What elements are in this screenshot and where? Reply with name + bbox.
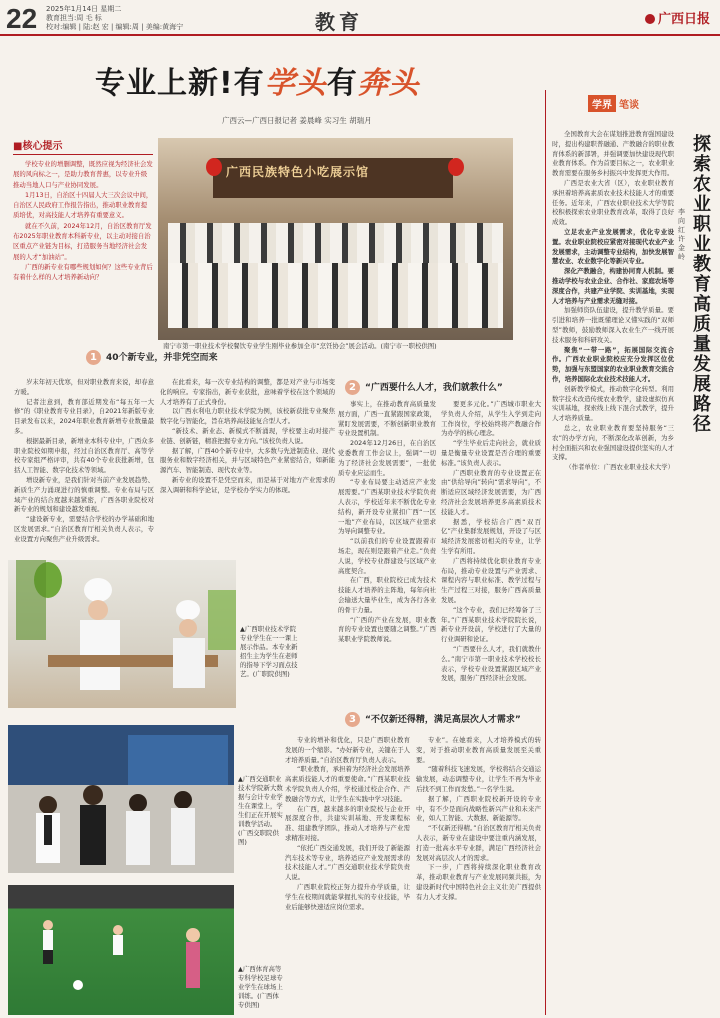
paragraph: 广西将持续优化职业教育专业布局，推动专业设置与产业需求、课程内容与职业标准、教学过程与生产过程三对接，服务广西高质量发展。 — [441, 556, 541, 604]
meta-line: 2025年1月14日 星期二 — [46, 5, 122, 13]
key-tips-paragraph: 广西的新专业有哪些规划如何？这些专业背后有着什么样的人才培养新动向？ — [13, 262, 153, 282]
football-photo-caption: ▲广西体育高等专科学校足球专业学生在球场上训练。(广西体专供图) — [238, 965, 283, 1009]
classroom-photo-caption: ▲广西交通职业技术学院新大数据与会计专业学生在课堂上，学生们正在开展实训教学活动。(广西交职院供图) — [238, 775, 283, 846]
opinion-author: 李向红 许金岭 — [678, 208, 685, 261]
section-number: 2 — [345, 380, 360, 395]
paragraph: 据了解，广西40个新专业中，大多数与先进制造业、现代服务业和数字经济相关，并与区域特色产业紧密结合，如新能源汽车、智能制造、现代农业等。 — [160, 446, 335, 475]
paragraph: “新技术、新业态、新模式不断涌现，学校要主动对接产业链、创新链，精准把握专业方向。”该校负责人说。 — [160, 426, 335, 445]
paragraph: “随着科技飞速发展，学校将结合交通运输发展，动态调整专业，让学生不再为毕业后找不到工作而发愁。”一名学生说。 — [416, 765, 541, 793]
opinion-title: 探索农业职业教育高质量发展路径 — [693, 134, 711, 435]
paragraph: “不仅新还得精。”自治区教育厅相关负责人表示，新专业在建设中要注重内涵发展，打造一批高水平专业群，满足广西经济社会发展对高层次人才的需求。 — [416, 824, 541, 862]
opinion-badge: 学界 — [588, 95, 616, 112]
paragraph: “学生毕业后走向社会，就业质量是衡量专业设置是否合理的重要标准。”该负责人表示。 — [441, 439, 541, 467]
byline: 广西云—广西日报记者 姜晨峰 实习生 胡瑞月 — [222, 116, 372, 125]
section2-heading — [345, 380, 503, 395]
brand-logo-icon — [645, 14, 655, 24]
paragraph: 2024年12月26日，在自治区党委教育工作会议上，强调“一切为了经济社会发展需要”，一批优质专业应运而生。 — [338, 439, 436, 477]
main-photo-caption: 南宁市第一职业技术学校餐饮专业学生刚毕业参加全市“烹饪协会”展会活动。(南宁市一职校供图) — [163, 342, 437, 350]
paragraph: 加强师资队伍建设，提升教学质量。要引进和培养一批既懂理论又懂实践的“双师型”教师，鼓励教师深入农业生产一线开展技术服务和科研攻关。 — [552, 306, 674, 344]
section1-column-1 — [14, 378, 154, 568]
meta-line: 教育担当:周 毛 标 — [46, 14, 102, 22]
paragraph: 下一步，广西将持续深化职业教育改革，推动职业教育与产业发展同频共振，为建设新时代中国特色社会主义壮美广西提供有力人才支撑。 — [416, 863, 541, 901]
section2-column-1 — [338, 400, 436, 705]
meta-line: 校对:编辑 | 陆:赵 宏 | 编辑:周 | 美编:黄海宁 — [46, 23, 184, 31]
shop-sign: 广西民族特色小吃展示馆 — [226, 165, 370, 179]
section3-heading — [345, 712, 521, 727]
paragraph: 据悉，学校结合广西“双百亿”产业集群发展规划，开设了与区域经济发展密切相关的专业，让学生学有所用。 — [441, 517, 541, 555]
section-title: 教育 — [315, 10, 363, 34]
classroom-photo — [8, 725, 234, 873]
section1-title: 40个新专业，并非凭空而来 — [106, 353, 218, 363]
paragraph: 事实上，在推动教育高质量发展方面，广西一直紧跟国家政策，紧盯发展需要，不断创新职业教育专业设置机制。 — [338, 400, 436, 438]
key-tips-title: ■核心提示 — [13, 137, 153, 155]
headline-part: 有 — [326, 66, 358, 101]
key-tips-paragraph: 学校专业的增删调整，既然应视为经济社会发展的风向标之一，是助力教育普惠，以专业升级推动当地人口与产业协同发展。 — [13, 160, 153, 189]
chef-photo — [8, 560, 236, 708]
paragraph: 专业的增补和优化，只是广西职业教育发展的一个缩影。“办好新专业，关键在于人才培养质量。”自治区教育厅负责人表示。 — [285, 736, 410, 764]
paragraph: “以前我们的专业设置跟着市场走，现在则是跟着产业走。”负责人说，学校专业群建设与区域产业高度契合。 — [338, 537, 436, 575]
paragraph: 全国教育大会在谋划推进教育强国建设时，提出构建职普融通、产教融合的职业教育体系的新部署，并强调要加快建设现代职业教育体系。作为首要目标之一，农业职业教育需要在服务乡村振兴中发挥更大作用。 — [552, 130, 674, 178]
main-photo — [158, 138, 513, 340]
paragraph: 增设新专业，是我们针对当前产业发展趋势、新质生产力涌现进行的慎重调整。专业布局与区域产业的结合度越来越紧密，广西各职业院校对新专业的规划和建设越发重视。 — [14, 475, 154, 514]
section-number: 3 — [345, 712, 360, 727]
paragraph: 创新教学模式，推动数字化转型。利用数字技术改造传统农业教学，建设虚拟仿真实训基地，探索线上线下混合式教学，提升人才培养质量。 — [552, 384, 674, 423]
section2-title: “广西要什么人才，我们就教什么” — [365, 383, 503, 393]
lantern-icon — [206, 158, 222, 176]
opinion-body — [552, 130, 674, 1015]
headline-accent: 奔头 — [357, 66, 420, 101]
paragraph: 深化产教融合，构建协同育人机制。要推动学校与农业企业、合作社、家庭农场等深度合作，共建产业学院、实训基地，实现人才培养与产业需求无缝对接。 — [552, 267, 674, 305]
paragraph: 在此看来，每一次专业结构的调整，都是对产业与市场变化的响应。专家指出，新专业获批，意味着学校在这个领域的人才培养有了正式身份。 — [160, 378, 335, 406]
classroom-photo-illustration — [8, 725, 234, 873]
key-tips-paragraph: 1月13日，自治区十四届人大三次会议中间，自治区人民政府工作报告指出，推动职业教育提质培优，对高技能人才培养有重要意义。 — [13, 190, 153, 220]
key-tips-body — [13, 159, 153, 283]
chef-photo-illustration — [8, 560, 236, 708]
section3-column-2 — [416, 736, 541, 1016]
paragraph: 岁末年初天优寒，但对职业教育来说，却春意方暖。 — [14, 378, 154, 396]
paragraph: “这个专业，我们已经筹备了三年。”广西某职业技术学院院长说，新专业开设前，学校进行了大量的行业调研和论证。 — [441, 605, 541, 644]
paragraph: “广西的产业在发展，职业教育的专业设置也要随之调整。”广西某职业学院教师说。 — [338, 615, 436, 644]
students-row — [168, 223, 503, 268]
page-header — [0, 0, 720, 36]
paragraph: “职业教育，承担着为经济社会发展培养高素质技能人才的重要使命。”广西某职业技术学院负责人介绍，学校通过校企合作、产教融合等方式，让学生在实践中学习技能。 — [285, 765, 410, 803]
headline-accent: 学头 — [264, 66, 327, 101]
football-photo-illustration — [8, 885, 234, 1015]
paragraph: 广西职业教育的专业设置正在由“供给导向”转向“需求导向”，不断适应区域经济发展需要，为广西经济社会发展培养更多高素质技术技能人才。 — [441, 468, 541, 516]
paragraph: “建设新专业，需要结合学校的办学基础和地区发展需求。”自治区教育厅相关负责人表示，专业设置方向聚焦产业升级需求。 — [14, 515, 154, 543]
paragraph: 专业”。在她看来，人才培养模式的转变，对于推动职业教育高质量发展至关重要。 — [416, 736, 541, 764]
paragraph: “依托广西交通发展，我们开设了新能源汽车技术等专业，培养适应产业发展需求的技术技能人才。”广西交通职业技术学院负责人说。 — [285, 843, 410, 882]
newspaper-brand — [645, 8, 710, 27]
paragraph: 聚焦“一带一路”，拓展国际交流合作。广西农业职业院校应充分发挥区位优势，加强与东盟国家的农业职业教育交流合作，培养国际化农业技术技能人才。 — [552, 345, 674, 383]
paragraph: 在广西，职业院校已成为技术技能人才培养的主阵地，每年向社会输送大量毕业生，成为各行各业的骨干力量。 — [338, 576, 436, 614]
section3-title: “不仅新还得精，满足高层次人才需求” — [365, 715, 521, 725]
header-meta — [46, 5, 206, 32]
paragraph: （作者单位：广西农业职业技术大学） — [565, 463, 674, 472]
paragraph: “专业布局要主动适应产业发展需要。”广西某职业技术学院负责人表示，学校近年来不断优化专业结构，新开设专业紧扣广西“一区一地”产业布局，以区域产业需求为导向调整专业。 — [338, 478, 436, 536]
headline — [95, 58, 420, 102]
paragraph: 要更多元化。”广西城市职业大学负责人介绍，从学生入学到走向工作岗位，学校始终将产教融合作为办学的核心理念。 — [441, 400, 541, 438]
lantern-icon — [448, 158, 464, 176]
paragraph: 据了解，广西职业院校新开设的专业中，有不少是面向战略性新兴产业和未来产业，如人工智能、大数据、新能源等。 — [416, 794, 541, 823]
column-divider — [545, 90, 546, 1015]
brand-name: 广西日报 — [657, 12, 710, 27]
paragraph: 新专业的设置不是凭空而来，而是基于对地方产业需求的深入调研和科学论证，是学校办学实力的体现。 — [160, 475, 335, 494]
key-tips-paragraph: 就在不久前，2024年12月，自治区教育厅发布2025年职业教育本科新专业，以主动对接自治区重点产业链为目标，打造服务当地经济社会发展的人才“加油站”。 — [13, 221, 152, 261]
paragraph: 记者注意到，教育部近期发布“每五年一大修”的《职业教育专业目录》，自2021年新版专业目录发布以来，2024年职业教育新增专业数量最多。 — [14, 397, 154, 435]
paragraph: 广西是农业大省（区），农业职业教育承担着培养高素质农业技术技能人才的重要任务。近年来，广西农业职业技术大学等院校积极探索农业职业教育改革，取得了良好成效。 — [552, 178, 674, 227]
section-number: 1 — [86, 350, 101, 365]
paragraph: 立足农业产业发展需求，优化专业设置。农业职业院校应紧密对接现代农业产业发展需求，主动调整专业结构，加快发展智慧农业、农业数字化等新兴专业。 — [552, 227, 674, 266]
paragraph: 总之，农业职业教育要坚持服务“三农”的办学方向，不断深化改革创新，为乡村全面振兴和农业强国建设提供坚实的人才支撑。 — [552, 423, 674, 462]
paragraph: 在广西，越来越多的职业院校与企业开展深度合作，共建实训基地、开发课程标准、组建教学团队，推动人才培养与产业需求精准对接。 — [285, 804, 410, 842]
chef-photo-caption: ▲广西职业技术学院专业学生在一一课上展示作品。本专业新招生主为学生在老师的指导下学习面点技艺。(广职院供图) — [240, 625, 298, 678]
section1-heading — [86, 350, 218, 365]
paragraph: 以广西水利电力职业技术学院为例，该校新获批专业聚焦数字化与智能化，旨在培养高技能复合型人才。 — [160, 407, 335, 426]
football-photo — [8, 885, 234, 1015]
page-number: 22 — [6, 3, 38, 34]
paragraph: 根据最新目录，新增业本科专业中，广西众多职业院校如期申报，经过自治区教育厅、高等学校专家组严格评审，共有40个专业获批新增，包括人工智能、数字化技术等领域。 — [14, 436, 154, 475]
section2-column-2 — [441, 400, 541, 705]
paragraph: “广西要什么人才，我们就教什么。”南宁市第一职业技术学校校长表示，学校专业设置紧跟区域产业发展，服务广西经济社会发展。 — [441, 644, 541, 683]
students-row — [168, 263, 503, 328]
opinion-label-text: 笔谈 — [619, 100, 639, 111]
key-tips-box — [13, 137, 153, 343]
paragraph: 广西职业院校正努力提升办学质量，让学生在校期间就能掌握扎实的专业技能，毕业后能够快速适应岗位需求。 — [285, 882, 410, 911]
section3-column-1 — [285, 736, 410, 1016]
headline-part: 专业上新!有 — [95, 66, 265, 101]
opinion-label — [588, 95, 639, 112]
